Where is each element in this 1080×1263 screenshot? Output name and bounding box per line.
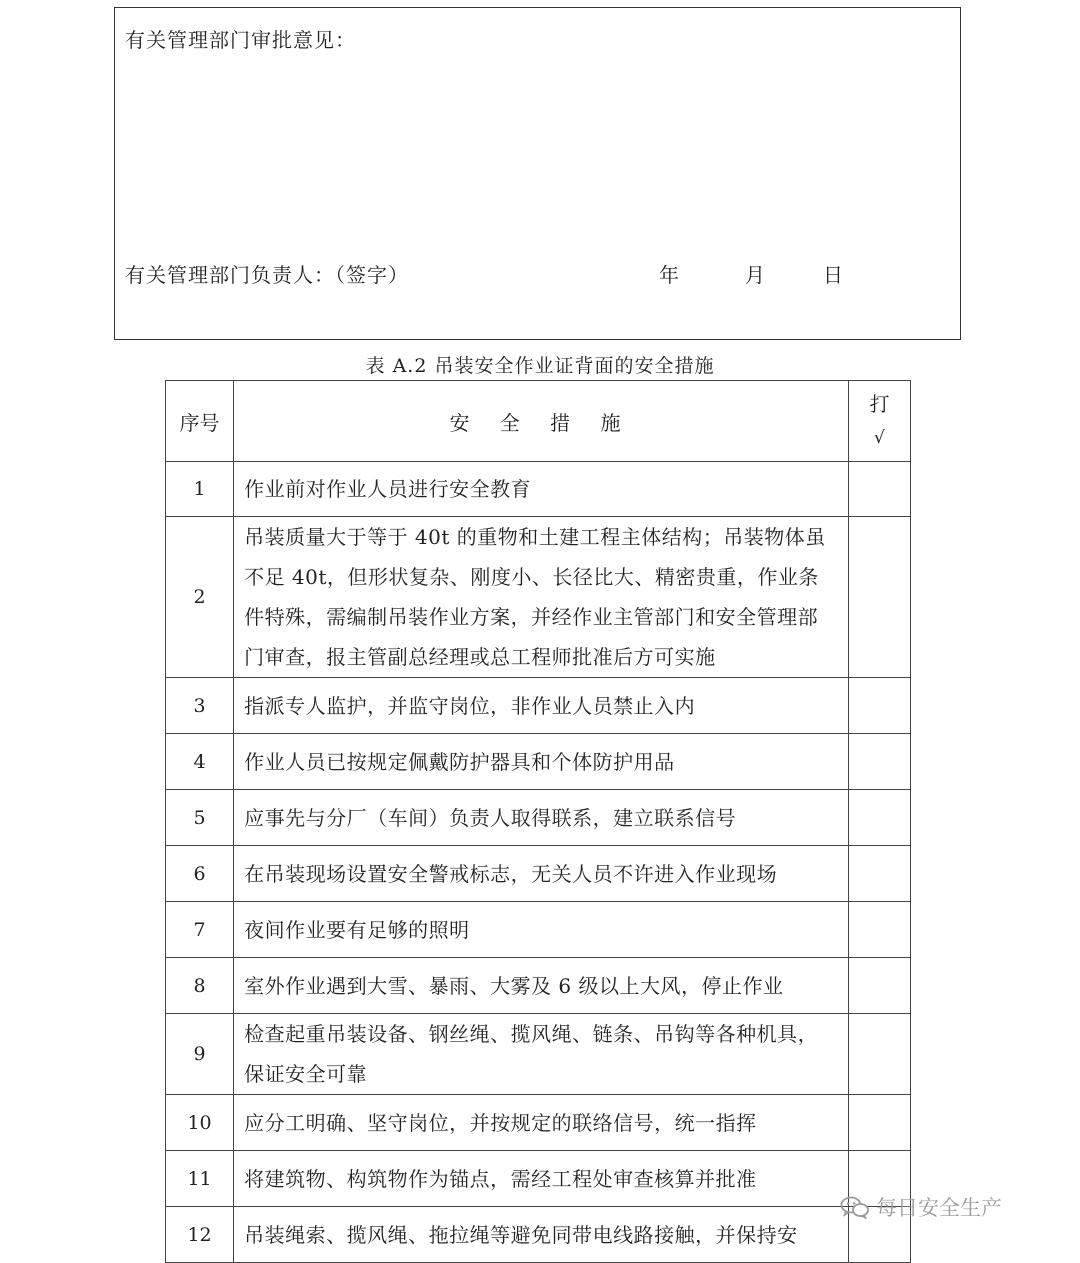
row-check-cell[interactable] <box>848 678 910 734</box>
row-number: 9 <box>166 1014 234 1095</box>
table-row <box>166 958 911 1014</box>
table-row <box>166 462 911 517</box>
row-check-cell[interactable] <box>848 462 910 517</box>
row-number: 8 <box>166 958 234 1014</box>
row-number: 4 <box>166 734 234 790</box>
row-measure-text: 作业人员已按规定佩戴防护器具和个体防护用品 <box>234 734 849 790</box>
row-check-cell[interactable] <box>848 958 910 1014</box>
row-number: 10 <box>166 1095 234 1151</box>
row-number: 5 <box>166 790 234 846</box>
table-header-row <box>166 381 911 462</box>
row-measure-text: 应事先与分厂（车间）负责人取得联系，建立联系信号 <box>234 790 849 846</box>
date-year: 年 <box>659 263 679 287</box>
table-row <box>166 1014 911 1095</box>
date-day: 日 <box>823 263 843 287</box>
date-month: 月 <box>745 263 765 287</box>
row-measure-text: 应分工明确、坚守岗位，并按规定的联络信号，统一指挥 <box>234 1095 849 1151</box>
table-row <box>166 790 911 846</box>
row-check-cell[interactable] <box>848 517 910 678</box>
approval-signer-label: 有关管理部门负责人：（签字） <box>125 263 409 287</box>
row-measure-text: 吊装绳索、揽风绳、拖拉绳等避免同带电线路接触，并保持安 <box>234 1207 849 1263</box>
row-check-cell[interactable] <box>848 734 910 790</box>
row-number: 7 <box>166 902 234 958</box>
row-measure-text: 在吊装现场设置安全警戒标志，无关人员不许进入作业现场 <box>234 846 849 902</box>
table-caption: 表 A.2 吊装安全作业证背面的安全措施 <box>365 355 715 377</box>
header-no: 序号 <box>166 381 234 462</box>
table-row <box>166 1207 911 1263</box>
table-row <box>166 734 911 790</box>
row-measure-text: 作业前对作业人员进行安全教育 <box>234 462 849 517</box>
row-check-cell[interactable] <box>848 902 910 958</box>
row-number: 6 <box>166 846 234 902</box>
row-number: 2 <box>166 517 234 678</box>
approval-opinion-label: 有关管理部门审批意见： <box>125 28 356 52</box>
table-row <box>166 678 911 734</box>
row-measure-text: 夜间作业要有足够的照明 <box>234 902 849 958</box>
table-row <box>166 846 911 902</box>
table-row <box>166 1151 911 1207</box>
header-check-top: 打 <box>869 392 890 416</box>
row-check-cell[interactable] <box>848 846 910 902</box>
row-measure-text: 室外作业遇到大雪、暴雨、大雾及 6 级以上大风，停止作业 <box>234 958 849 1014</box>
safety-measures-table <box>165 380 911 1263</box>
row-measure-text: 吊装质量大于等于 40t 的重物和土建工程主体结构；吊装物体虽不足 40t，但形状复杂、刚度小、长径比大、精密贵重，作业条件特殊，需编制吊装作业方案，并经作业主管部门和安全管理部门审查，报主管副总经理或总工程师批准后方可实施 <box>234 517 849 678</box>
header-check-mark: √ <box>874 428 885 448</box>
watermark-text: 每日安全生产 <box>876 1196 1002 1220</box>
row-measure-text: 指派专人监护，并监守岗位，非作业人员禁止入内 <box>234 678 849 734</box>
row-number: 11 <box>166 1151 234 1207</box>
row-measure-text: 检查起重吊装设备、钢丝绳、揽风绳、链条、吊钩等各种机具，保证安全可靠 <box>234 1014 849 1095</box>
table-row <box>166 517 911 678</box>
row-number: 1 <box>166 462 234 517</box>
row-check-cell[interactable] <box>848 790 910 846</box>
table-row <box>166 902 911 958</box>
row-check-cell[interactable] <box>848 1095 910 1151</box>
wechat-icon <box>840 1195 870 1219</box>
approval-box <box>114 7 961 340</box>
row-measure-text: 将建筑物、构筑物作为锚点，需经工程处审查核算并批准 <box>234 1151 849 1207</box>
watermark <box>840 1192 1002 1222</box>
header-measure: 安 全 措 施 <box>234 381 849 462</box>
row-check-cell[interactable] <box>848 1014 910 1095</box>
row-number: 3 <box>166 678 234 734</box>
header-check <box>848 381 910 462</box>
row-number: 12 <box>166 1207 234 1263</box>
table-row <box>166 1095 911 1151</box>
